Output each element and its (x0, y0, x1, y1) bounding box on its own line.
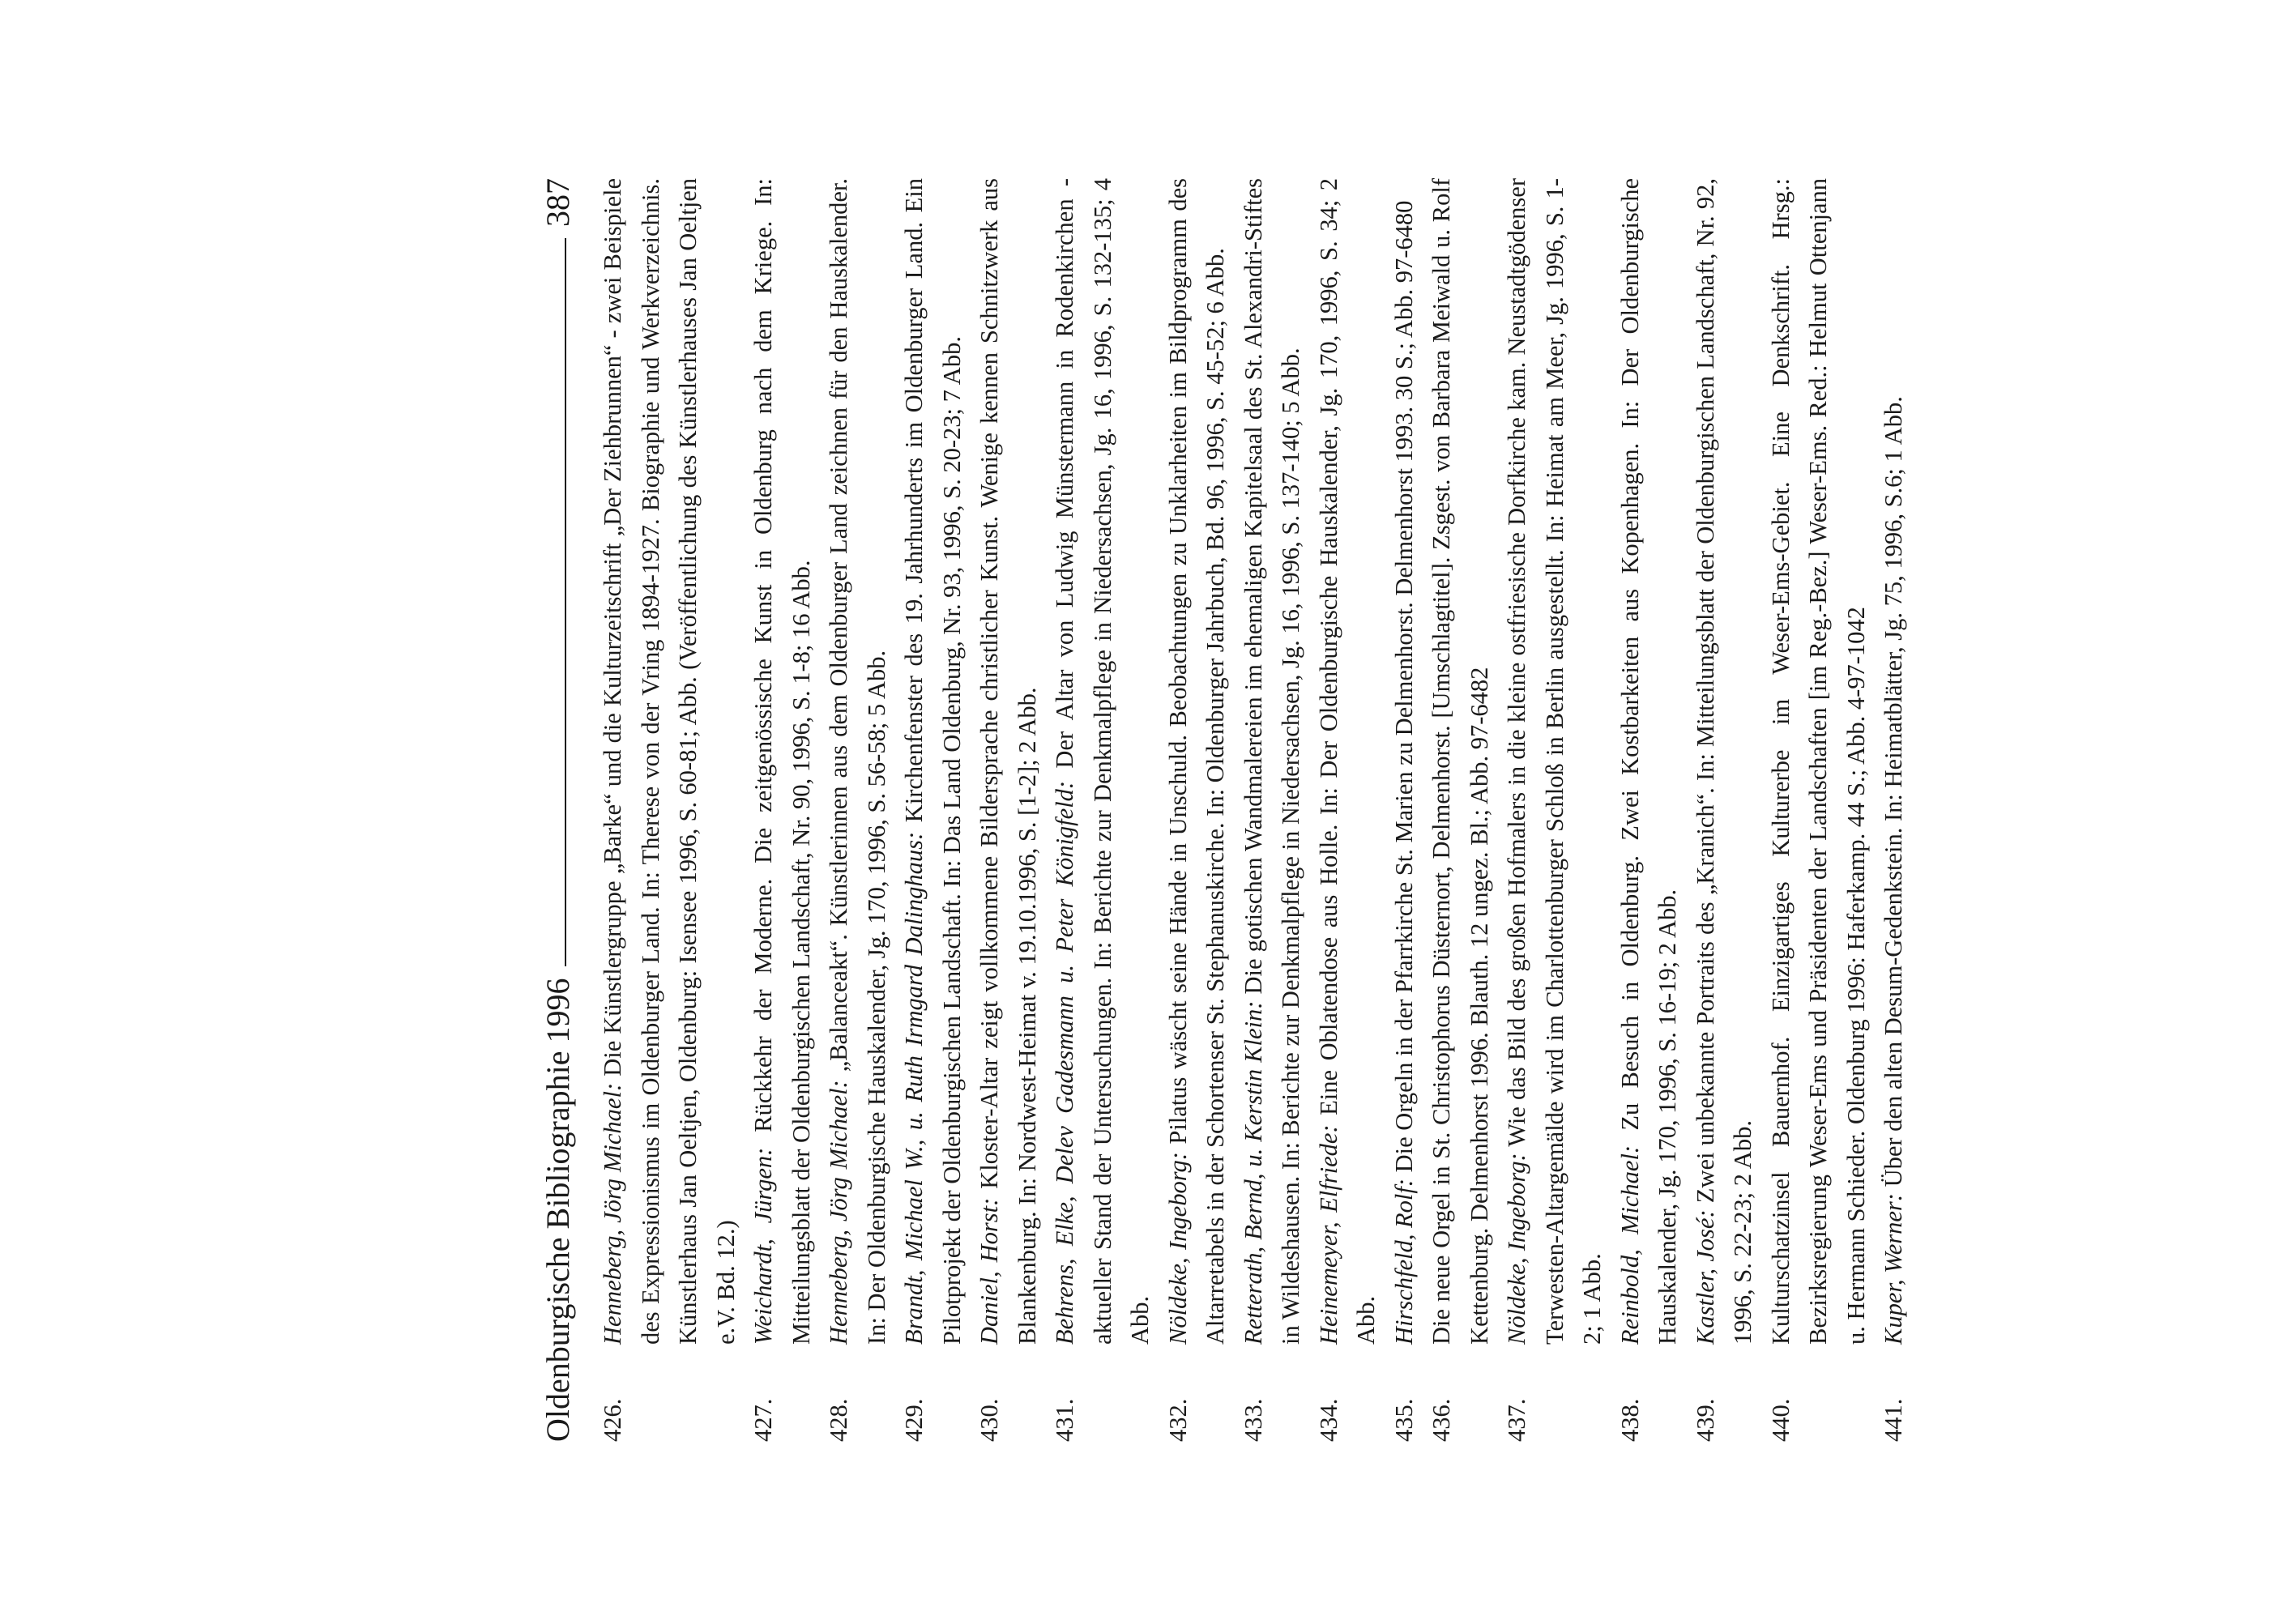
rotated-page (506, 178, 2296, 1442)
entry-text: Kulturschatzinsel Bauernhof. Einzigartiges Kulturerbe im Weser-Ems-Gebiet. Eine Denkschrift. Hrsg.: Bezirksregierung Weser-Ems und Präsidenten der Landschaften [im Reg.-Bez.] Weser-Ems. Red.: Helmut Ottenjann u. Hermann Schieder. Oldenburg 1996: Haferkamp. 44 S.; Abb. 4-97-1042 (1766, 178, 1870, 1345)
entry-number: 427. (749, 1398, 777, 1442)
entry-body (1235, 178, 1310, 1345)
bibliography-entry (1423, 178, 1498, 1442)
bibliography-entry (594, 178, 745, 1442)
bibliography-entry (1875, 178, 1913, 1442)
entry-text: Über den alten Desum-Gedenkstein. In: Heimatblätter, Jg. 75, 1996, S.6; 1 Abb. (1880, 396, 1907, 1187)
entry-body (1423, 178, 1498, 1345)
entry-body (594, 178, 745, 1345)
entry-body (745, 178, 820, 1345)
entry-text: Pilatus wäscht seine Hände in Unschuld. Beobachtungen zu Unklarheiten im Bildprogramm des Altarretabels in der Schortenser St. Stephanuskirche. In: Oldenburger Jahrbuch, Bd. 96, 1996, S. 45-52; 6 Abb. (1163, 178, 1229, 1345)
entry-text: Die Künstlergruppe „Barke“ und die Kulturzeitschrift „Der Ziehbrunnen“ - zwei Beispiele des Expressionismus im Oldenburger Land. In: Therese von der Vring 1894-1927. Biographie und Werkverzeichnis. Künstlerhaus Jan Oeltjen, Oldenburg: Isensee 1996, S. 60-81; Abb. (Veröffentlichung des Künstlerhauses Jan Oeltjen e.V. Bd. 12.) (599, 178, 740, 1345)
entry-author: Weichardt, Jürgen: (749, 1147, 777, 1345)
entry-author: Henneberg, Jörg Michael: (825, 1080, 852, 1345)
entry-body (971, 178, 1046, 1345)
entry-author: Heinemeyer, Elfriede: (1314, 1124, 1342, 1345)
bibliography-entry (1611, 178, 1687, 1442)
entry-author: Kastler, José: (1691, 1209, 1719, 1345)
entry-body (1159, 178, 1235, 1345)
header-rule (565, 238, 566, 967)
entry-text: Wie das Bild des großen Hofmalers in die kleine ostfriesische Dorfkirche kam. Neustadtgödenser Terwesten-Altargemälde wird im Charlottenburger Schloß in Berlin ausgestellt. In: Heimat am Meer, Jg. 1996, S. 1-2; 1 Abb. (1503, 178, 1606, 1345)
entry-number: 430. (975, 1398, 1003, 1442)
entry-number: 429. (900, 1398, 928, 1442)
entry-author: Daniel, Horst: (975, 1197, 1003, 1345)
entry-number: 438. (1615, 1398, 1644, 1442)
entry-body (1687, 178, 1762, 1345)
bibliography-entry (745, 178, 820, 1442)
entry-body (820, 178, 895, 1345)
bibliography-entry (1235, 178, 1310, 1442)
entry-body (1611, 178, 1687, 1345)
bibliography-entry (1159, 178, 1235, 1442)
entry-number: 432. (1163, 1398, 1192, 1442)
entry-text: Eine Oblatendose aus Holle. In: Der Oldenburgische Hauskalender, Jg. 170, 1996, S. 34; 2 Abb. (1314, 177, 1380, 1345)
entry-body (895, 178, 971, 1345)
entry-author: Brandt, Michael W., u. Ruth Irmgard Dalinghaus: (900, 831, 928, 1345)
entry-text: Kloster-Altar zeigt vollkommene Bildersprache christlicher Kunst. Wenige kennen Schnitzwerk aus Blankenburg. In: Nordwest-Heimat v. 19.10.1996, S. [1-2]; 2 Abb. (975, 178, 1041, 1345)
entry-number: 434. (1314, 1398, 1342, 1442)
bibliography-entry (971, 178, 1046, 1442)
bibliography-entry (820, 178, 895, 1442)
entry-text: Zwei unbekannte Portraits des „Kranich“. In: Mitteilungsblatt der Oldenburgischen Landschaft, Nr. 92, 1996, S. 22-23; 2 Abb. (1691, 178, 1756, 1345)
entry-number: 436. (1428, 1398, 1455, 1442)
bibliography-entry (1046, 178, 1159, 1442)
entry-number: 426. (599, 1398, 626, 1442)
page-header (506, 178, 579, 1442)
entry-text: Die Orgeln in der Pfarrkirche St. Marien zu Delmenhorst. Delmenhorst 1993. 30 S.; Abb. 97-6480 (1389, 200, 1418, 1173)
entry-body (1046, 178, 1159, 1345)
entry-text: Zu Besuch in Oldenburg. Zwei Kostbarkeiten aus Kopenhagen. In: Der Oldenburgische Hauskalender, Jg. 170, 1996, S. 16-19; 2 Abb. (1615, 177, 1681, 1345)
entry-text: „Balanceakt“. Künstlerinnen aus dem Oldenburger Land zeichnen für den Hauskalender. In: Der Oldenburgische Hauskalender, Jg. 170, 1996, S. 56-58; 5 Abb. (825, 178, 890, 1345)
entry-body (1310, 178, 1385, 1345)
entry-number: 439. (1691, 1398, 1719, 1442)
bibliography-entry (1310, 178, 1385, 1442)
entry-author: Henneberg, Jörg Michael: (599, 1082, 626, 1345)
entry-author: Nöldeke, Ingeborg: (1163, 1152, 1192, 1345)
entry-body (1762, 178, 1876, 1345)
entry-number: 431. (1051, 1398, 1078, 1442)
bibliography-entry (1687, 178, 1762, 1442)
entry-number: 440. (1766, 1398, 1795, 1442)
entry-number: 441. (1880, 1398, 1907, 1442)
entry-author: Hirschfeld, Rolf: (1389, 1179, 1418, 1345)
bibliography-entry (1762, 178, 1876, 1442)
entry-text: Die neue Orgel in St. Christophorus Düsternort, Delmenhorst. [Umschlagtitel]. Zsgest. von Barbara Meiwald u. Rolf Kettenburg. Delmenhorst 1996. Blauth. 12 ungez. Bl.; Abb. 97-6482 (1428, 178, 1493, 1345)
page-number: 387 (540, 178, 576, 227)
entry-number: 428. (825, 1398, 852, 1442)
bibliography-entry (1385, 178, 1423, 1442)
bibliography-list (594, 178, 1913, 1442)
bibliography-entry (895, 178, 971, 1442)
entry-author: Nöldeke, Ingeborg: (1503, 1153, 1530, 1345)
entry-body (1385, 178, 1423, 1345)
entry-text: Rückkehr der Moderne. Die zeitgenössische Kunst in Oldenburg nach dem Kriege. In: Mitteilungsblatt der Oldenburgischen Landschaft, Nr. 90, 1996, S. 1-8; 16 Abb. (749, 178, 815, 1345)
entry-number: 437. (1503, 1398, 1530, 1442)
entry-body (1498, 178, 1611, 1345)
entry-text: Die gotischen Wandmalereien im ehemaligen Kapitelsaal des St. Alexandri-Stiftes in Wildeshausen. In: Berichte zur Denkmalpflege in Niedersachsen, Jg. 16, 1996, S. 137-140; 5 Abb. (1239, 178, 1304, 1345)
entry-number: 433. (1239, 1398, 1267, 1442)
entry-text: Der Altar von Ludwig Münstermann in Rodenkirchen - aktueller Stand der Untersuchungen. In: Berichte zur Denkmalpflege in Niedersachsen, Jg. 16, 1996, S. 132-135; 4 Abb. (1051, 177, 1154, 1345)
running-title: Oldenburgische Bibliographie 1996 (540, 978, 576, 1442)
bibliography-entry (1498, 178, 1611, 1442)
entry-number: 435. (1389, 1398, 1418, 1442)
entry-text: Kirchenfenster des 19. Jahrhunderts im Oldenburger Land. Ein Pilotprojekt der Oldenburgischen Landschaft. In: Das Land Oldenburg, Nr. 93, 1996, S. 20-23; 7 Abb. (900, 177, 966, 1345)
entry-body (1875, 178, 1913, 1345)
entry-author: Behrens, Elke, Delev Gadesmann u. Peter Königfeld: (1051, 780, 1078, 1345)
entry-author: Retterath, Bernd, u. Kerstin Klein: (1239, 1000, 1267, 1345)
entry-author: Reinbold, Michael: (1615, 1145, 1644, 1345)
entry-author: Kuper, Werner: (1880, 1193, 1907, 1345)
